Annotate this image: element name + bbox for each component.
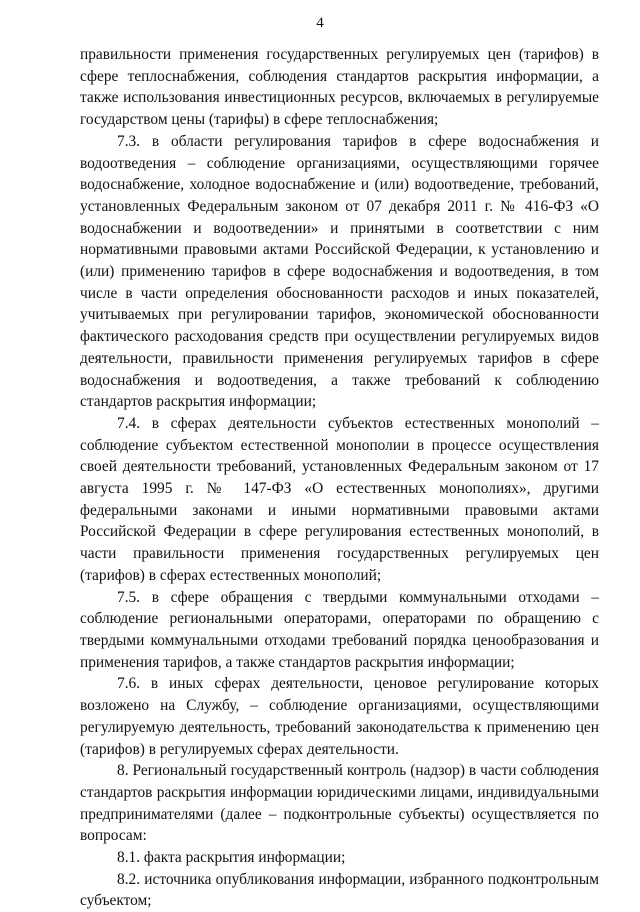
paragraph-8-1: 8.1. факта раскрытия информации; xyxy=(117,849,346,867)
paragraph-8-2: 8.2. источника опубликования информации, избранного подконтрольным субъектом; xyxy=(80,870,599,910)
paragraph-7-4: 7.4. в сферах деятельности субъектов естественных монополий – соблюдение субъектом естественной монополии в процессе осуществления своей деятельности требований, установленных Федеральным законом от 17 августа 1995 г. № 147-ФЗ «О естественных монополиях», другими федеральными законами и иными нормативными правовыми актами Российской Федерации в сфере регулирования естественных монополий, в части правильности применения государственных регулируемых цен (тарифов) в сферах естественных монополий; xyxy=(80,414,599,584)
page-number: 4 xyxy=(316,15,324,31)
document-body xyxy=(80,44,599,912)
paragraph-7-6: 7.6. в иных сферах деятельности, ценовое регулирование которых возложено на Службу, – соблюдение организациями, осуществляющими регулируемую деятельность, требований законодательства к применению цен (тарифов) в регулируемых сферах деятельности. xyxy=(80,675,599,758)
paragraph-continuation: правильности применения государственных регулируемых цен (тарифов) в сфере теплоснабжения, соблюдения стандартов раскрытия информации, а также использования инвестиционных ресурсов, включаемых в регулируемые государством цены (тарифы) в сфере теплоснабжения; xyxy=(80,46,599,129)
paragraph-7-3: 7.3. в области регулирования тарифов в сфере водоснабжения и водоотведения – соблюдение организациями, осуществляющими горячее водоснабжение, холодное водоснабжение и (или) водоотведение, требований, установленных Федеральным законом от 07 декабря 2011 г. № 416-ФЗ «О водоснабжении и водоотведении» и принятыми в соответствии с ним нормативными правовыми актами Российской Федерации, к установлению и (или) применению тарифов в сфере водоснабжения и водоотведения, в том числе в части определения обоснованности расходов и иных показателей, учитываемых при регулировании тарифов, экономической обоснованности фактического расходования средств при осуществлении регулируемых видов деятельности, правильности применения регулируемых тарифов в сфере водоснабжения и водоотведения, а также требований к соблюдению стандартов раскрытия информации; xyxy=(80,132,599,411)
paragraph-7-5: 7.5. в сфере обращения с твердыми коммунальными отходами – соблюдение региональными операторами, операторами по обращению с твердыми коммунальными отходами требований порядка ценообразования и применения тарифов, а также стандартов раскрытия информации; xyxy=(80,588,599,671)
paragraph-8: 8. Региональный государственный контроль (надзор) в части соблюдения стандартов раскрытия информации юридическими лицами, индивидуальными предпринимателями (далее – подконтрольные субъекты) осуществляется по вопросам: xyxy=(80,762,599,845)
